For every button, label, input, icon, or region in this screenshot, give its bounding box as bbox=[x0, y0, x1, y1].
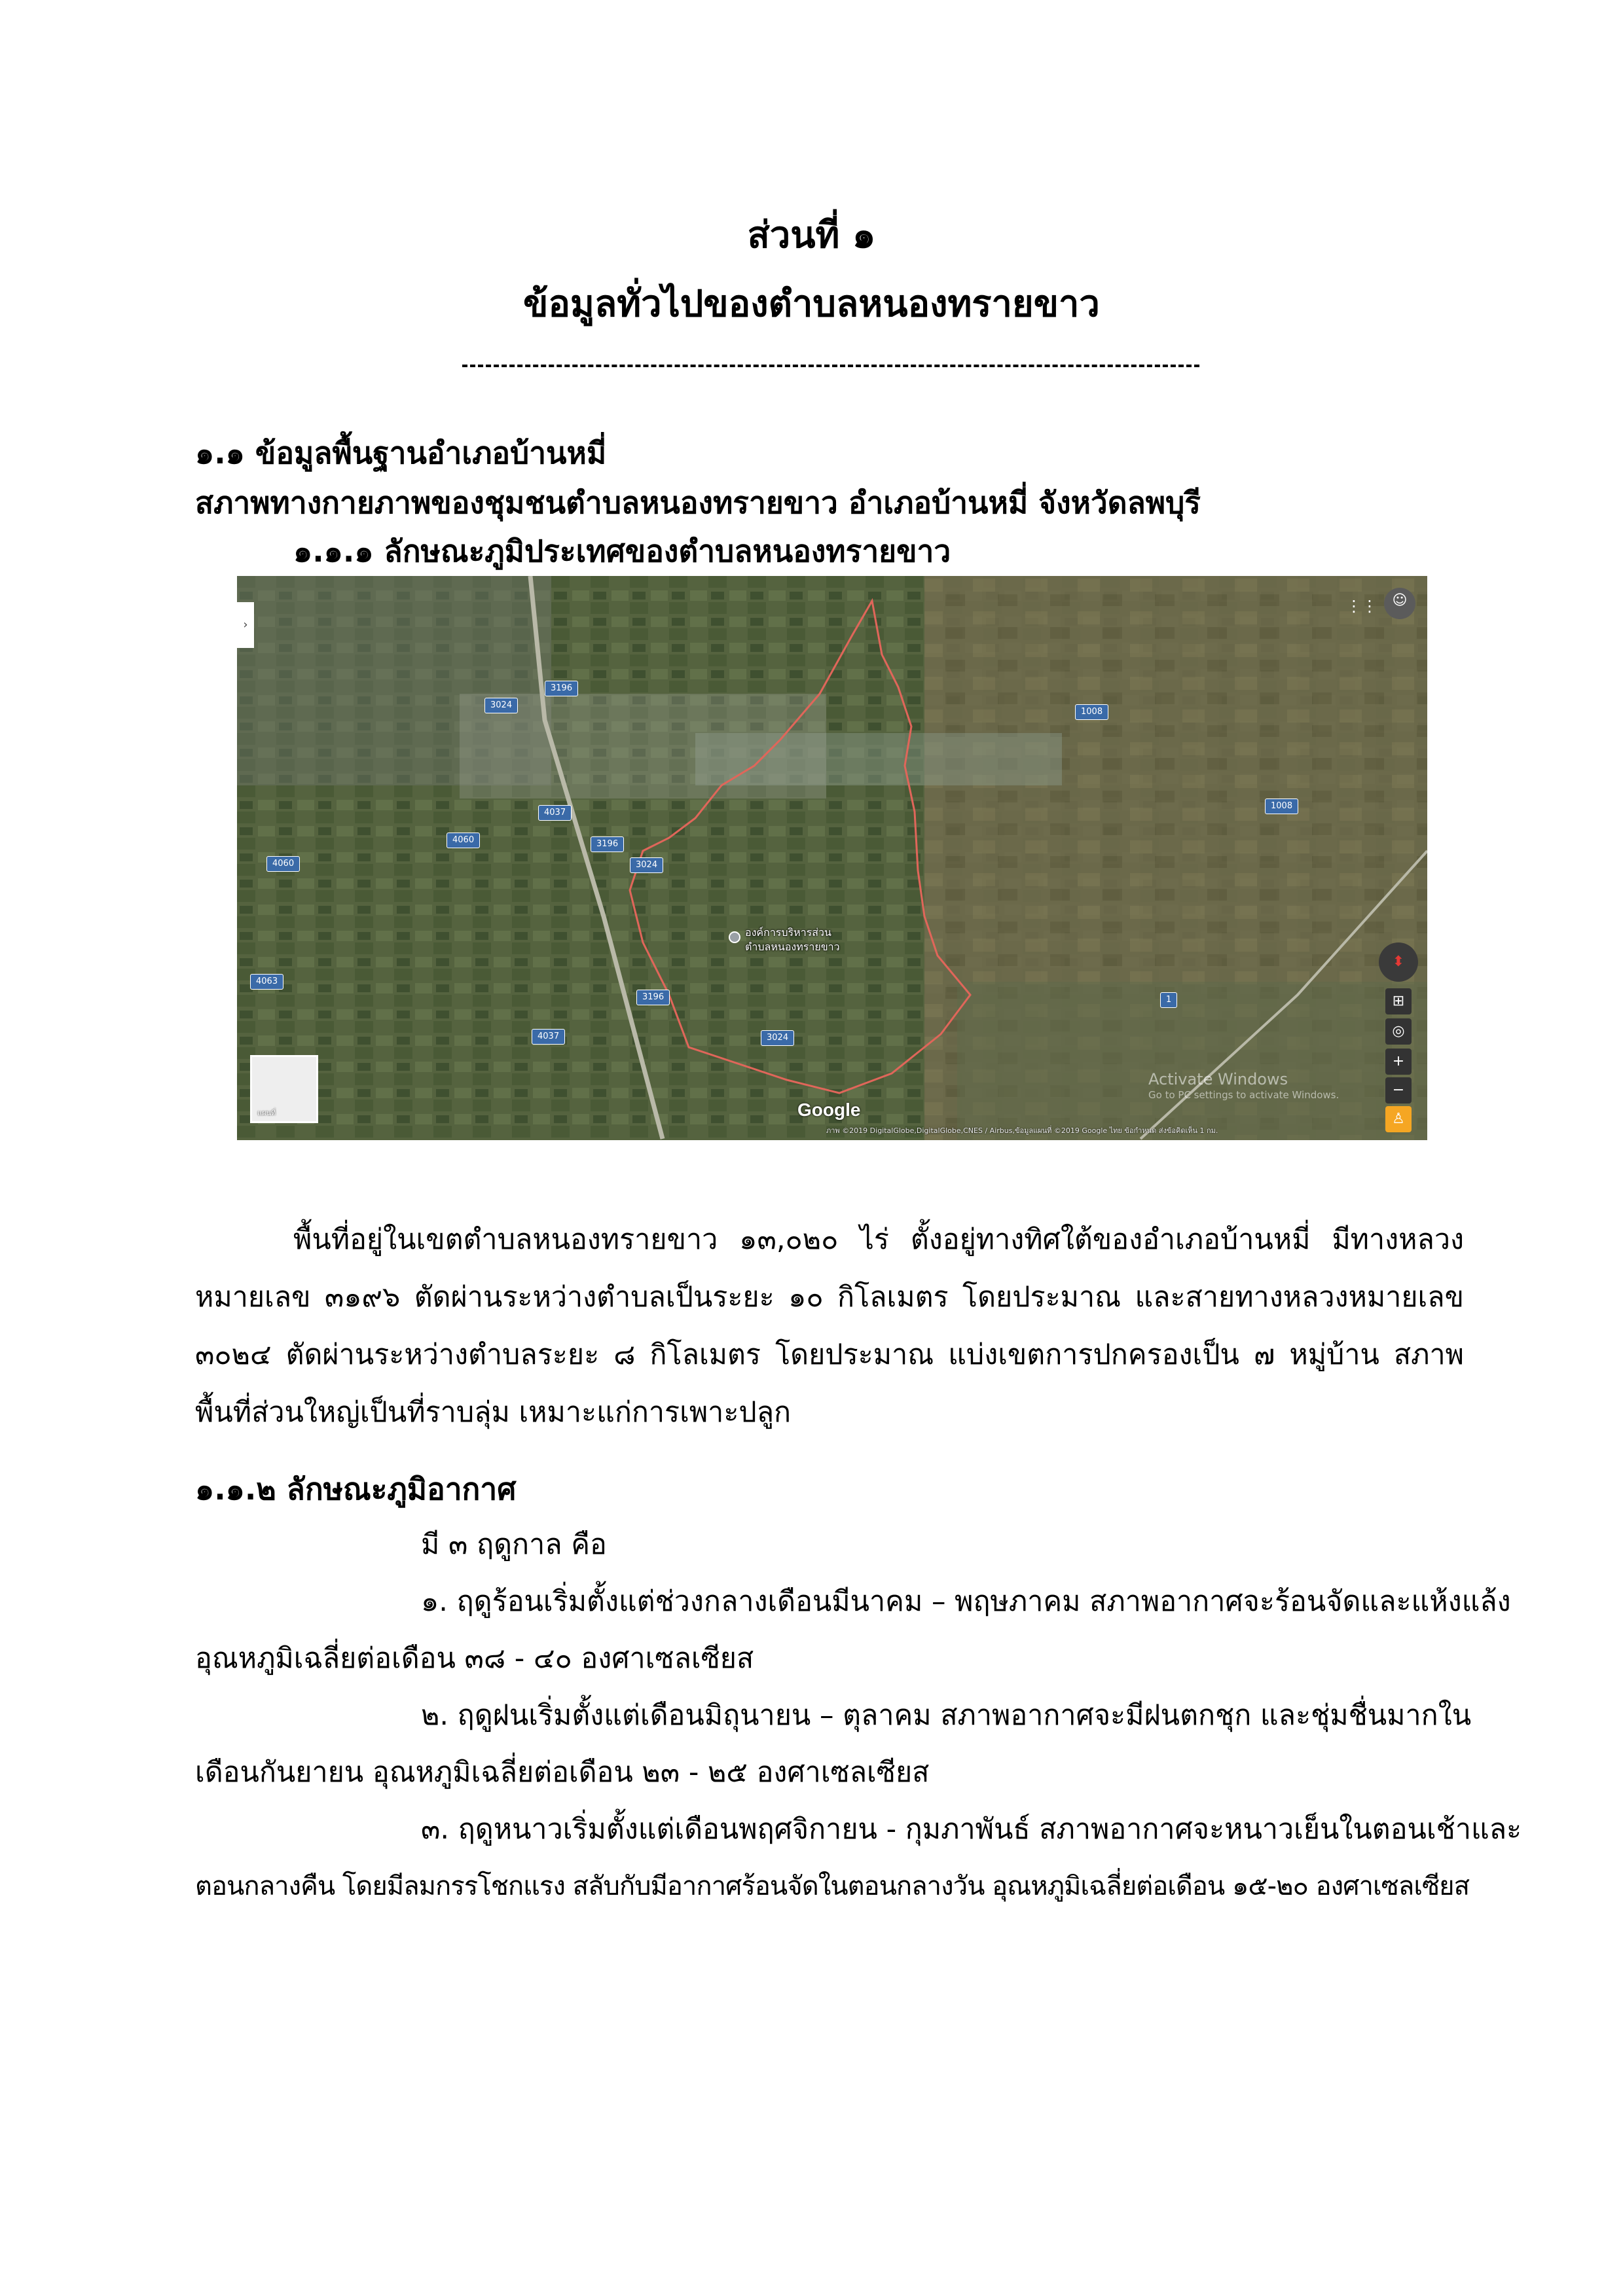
map-terrain bbox=[237, 576, 1427, 1140]
road-badge: 4063 bbox=[250, 974, 283, 990]
zoom-in-button[interactable]: + bbox=[1385, 1049, 1412, 1075]
road-badge: 3024 bbox=[761, 1030, 794, 1046]
road-badge: 4060 bbox=[266, 856, 300, 872]
heading-1-1-2: ๑.๑.๒ ลักษณะภูมิอากาศ bbox=[195, 1471, 517, 1507]
activate-windows-watermark bbox=[1148, 1070, 1339, 1102]
place-label[interactable]: องค์การบริหารส่วน bbox=[745, 926, 831, 939]
apps-grid-icon[interactable]: ⋮⋮ bbox=[1346, 597, 1377, 615]
subtitle-physical: สภาพทางกายภาพของชุมชนตำบลหนองทรายขาว อำเภอบ้านหมี่ จังหวัดลพบุรี bbox=[195, 485, 1201, 520]
compass-icon[interactable]: ⬍ bbox=[1379, 942, 1418, 982]
part-title: ส่วนที่ ๑ bbox=[747, 214, 876, 257]
seasons-intro: มี ๓ ฤดูกาล คือ bbox=[421, 1528, 607, 1561]
terrain-paragraph: พื้นที่อยู่ในเขตตำบลหนองทรายขาว ๑๓,๐๒๐ ไร่ ตั้งอยู่ทางทิศใต้ของอำเภอบ้านหมี่ มีทางหลวงหมายเลข ๓๑๙๖ ตัดผ่านระหว่างตำบลเป็นระยะ ๑๐ กิโลเมตร โดยประมาณ และสายทางหลวงหมายเลข ๓๐๒๔ ตัดผ่านระหว่างตำบลระยะ ๘ กิโลเมตร โดยประมาณ แบ่งเขตการปกครองเป็น ๗ หมู่บ้าน สภาพพื้นที่ส่วนใหญ่เป็นที่ราบลุ่ม เหมาะแก่การเพาะปลูก bbox=[195, 1223, 1464, 1429]
road-badge: 4060 bbox=[447, 833, 480, 848]
section-title: ข้อมูลทั่วไปของตำบลหนองทรายขาว bbox=[523, 283, 1100, 325]
road-badge: 1008 bbox=[1265, 798, 1298, 814]
season-rainy-line1: ๒. ฤดูฝนเริ่มตั้งแต่เดือนมิถุนายน – ตุลาคม สภาพอากาศจะมีฝนตกชุก และชุ่มชื่นมากใน bbox=[421, 1699, 1472, 1732]
map-type-label: แผนที่ bbox=[257, 1109, 276, 1117]
watermark-subtitle: Go to PC settings to activate Windows. bbox=[1148, 1089, 1340, 1101]
satellite-map[interactable] bbox=[237, 576, 1427, 1140]
google-logo: Google bbox=[797, 1100, 861, 1120]
road-badge: 3196 bbox=[545, 681, 578, 696]
tilt-icon[interactable]: ⊞ bbox=[1385, 988, 1412, 1014]
my-location-icon[interactable]: ◎ bbox=[1385, 1018, 1412, 1045]
season-winter-line2: ตอนกลางคืน โดยมีลมกรรโชกแรง สลับกับมีอากาศร้อนจัดในตอนกลางวัน อุณหภูมิเฉลี่ยต่อเดือน ๑๕-๒๐ องศาเซลเซียส bbox=[195, 1871, 1469, 1901]
season-rainy-line2: เดือนกันยายน อุณหภูมิเฉลี่ยต่อเดือน ๒๓ - ๒๕ องศาเซลเซียส bbox=[195, 1756, 930, 1789]
place-label[interactable]: ตำบลหนองทรายขาว bbox=[745, 941, 840, 953]
road-badge: 1 bbox=[1160, 992, 1177, 1008]
road-badge: 3024 bbox=[484, 698, 518, 713]
road-badge: 3196 bbox=[591, 836, 624, 852]
season-summer-line2: อุณหภูมิเฉลี่ยต่อเดือน ๓๘ - ๔๐ องศาเซลเซียส bbox=[195, 1642, 754, 1675]
place-pin-icon[interactable] bbox=[729, 932, 740, 942]
heading-1-1: ๑.๑ ข้อมูลพื้นฐานอำเภอบ้านหมี่ bbox=[195, 435, 607, 471]
pegman-icon[interactable]: ♙ bbox=[1385, 1106, 1412, 1132]
dashed-divider bbox=[462, 365, 1199, 367]
road-badge: 4037 bbox=[532, 1029, 565, 1045]
season-winter-line1: ๓. ฤดูหนาวเริ่มตั้งแต่เดือนพฤศจิกายน - กุมภาพันธ์ สภาพอากาศจะหนาวเย็นในตอนเช้าและ bbox=[421, 1813, 1522, 1846]
watermark-title: Activate Windows bbox=[1148, 1070, 1288, 1088]
heading-1-1-1: ๑.๑.๑ ลักษณะภูมิประเทศของตำบลหนองทรายขาว bbox=[293, 533, 951, 569]
road-badge: 4037 bbox=[538, 805, 572, 821]
season-summer-line1: ๑. ฤดูร้อนเริ่มตั้งแต่ช่วงกลางเดือนมีนาคม – พฤษภาคม สภาพอากาศจะร้อนจัดและแห้งแล้ง bbox=[421, 1585, 1511, 1618]
map-credit[interactable]: ภาพ ©2019 DigitalGlobe,DigitalGlobe,CNES / Airbus,ข้อมูลแผนที่ ©2019 Google ไทย ข้อกำหนด ส่งข้อคิดเห็น 1 กม. bbox=[826, 1126, 1218, 1135]
map-type-toggle[interactable] bbox=[250, 1055, 318, 1123]
road-badge: 3024 bbox=[630, 857, 663, 873]
collapse-side-panel-button[interactable]: › bbox=[237, 602, 254, 648]
road-badge: 3196 bbox=[636, 990, 670, 1005]
account-avatar[interactable]: ☺ bbox=[1384, 588, 1415, 619]
zoom-out-button[interactable]: − bbox=[1385, 1077, 1412, 1103]
road-badge: 1008 bbox=[1075, 704, 1108, 720]
